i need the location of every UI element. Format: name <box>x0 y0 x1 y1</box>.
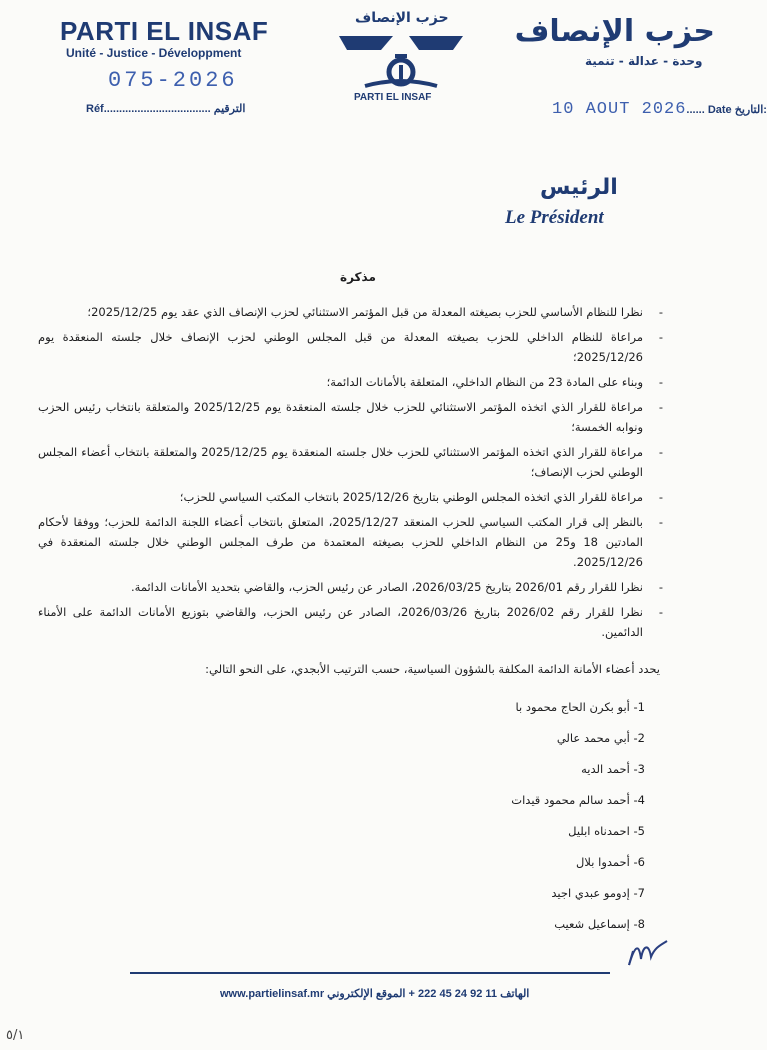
footer-divider <box>130 972 610 974</box>
logo-caption-ar: حزب الإنصاف <box>355 10 449 26</box>
ref-label-ar: الترقيم <box>213 103 246 115</box>
member-item: 2- أبي محمد عالي <box>556 731 645 745</box>
member-item: 7- إدومو عبدي اجيد <box>551 886 645 900</box>
consideration-item: - نظرا للقرار رقم 2026/02 بتاريخ 2026/03/26، الصادر عن رئيس الحزب، والقاضي بتوزيع الأمانات الدائمة على الأمناء الدائمين. <box>38 602 663 642</box>
motto-ar: وحدة - عدالة - تنمية <box>585 54 703 68</box>
reference-number-stamp: 075-2026 <box>108 68 238 93</box>
handwritten-signature <box>625 935 671 971</box>
motto-fr: Unité - Justice - Développment <box>66 46 242 60</box>
member-item: 4- أحمد سالم محمود قيدات <box>511 793 645 807</box>
footer-contact: الهاتف 11 92 24 45 222 + الموقع الإلكتروني www.partielinsaf.mr <box>220 988 530 1000</box>
consideration-item: - مراعاة للقرار الذي اتخذه المؤتمر الاستثنائي للحزب خلال جلسته المنعقدة يوم 2025/12/25 والمتعلقة بانتخاب رئيس الحزب ونوابه الخمسة؛ <box>38 397 663 437</box>
ref-dots: ................................... <box>103 103 211 115</box>
page-number: ٥/١ <box>6 1028 25 1043</box>
ref-label: Réf <box>86 103 104 115</box>
president-title-fr: Le Président <box>505 207 604 228</box>
date-dots: ...... <box>686 104 705 116</box>
member-item: 5- احمدناه ابليل <box>568 824 645 838</box>
scales-logo-icon <box>335 28 467 92</box>
considerations-list <box>38 302 663 647</box>
party-name-ar: حزب الإنصاف <box>514 14 715 49</box>
logo-caption-fr: PARTI EL INSAF <box>354 92 432 103</box>
reference-line <box>86 102 245 115</box>
consideration-item: - بالنظر إلى قرار المكتب السياسي للحزب المنعقد 2025/12/27، المتعلق بانتخاب أعضاء اللجنة الدائمة للحزب؛ ووفقا لأحكام المادتين 18 و25 من النظام الداخلي للحزب بصيغته المعتمدة من طرف المجلس الوطني خلال جلسته المنعقدة في 2025/12/26. <box>38 512 663 572</box>
consideration-item: - مراعاة للقرار الذي اتخذه المؤتمر الاستثنائي للحزب خلال جلسته المنعقدة يوم 2025/12/25 والمتعلقة بانتخاب أعضاء المجلس الوطني لحزب الإنصاف؛ <box>38 442 663 482</box>
consideration-item: - وبناء على المادة 23 من النظام الداخلي، المتعلقة بالأمانات الدائمة؛ <box>38 372 663 392</box>
consideration-item: - مراعاة للقرار الذي اتخذه المجلس الوطني بتاريخ 2025/12/26 بانتخاب المكتب السياسي للحزب؛ <box>38 487 663 507</box>
consideration-item: - نظرا للقرار رقم 2026/01 بتاريخ 2026/03/25، الصادر عن رئيس الحزب، والقاضي بتحديد الأمانات الدائمة. <box>38 577 663 597</box>
date-line <box>552 100 767 119</box>
member-item: 6- أحمدوا بلال <box>576 855 645 869</box>
memo-title: مذكرة <box>340 270 376 284</box>
date-label-ar: التاريخ: <box>734 104 767 116</box>
members-intro: يحدد أعضاء الأمانة الدائمة المكلفة بالشؤون السياسية، حسب الترتيب الأبجدي، على النحو التالي: <box>205 662 660 676</box>
members-list <box>380 692 645 940</box>
member-item: 3- أحمد الديه <box>581 762 645 776</box>
party-name-fr: PARTI EL INSAF <box>60 16 269 46</box>
consideration-item: - نظرا للنظام الأساسي للحزب بصيغته المعدلة من قبل المؤتمر الاستثنائي لحزب الإنصاف الذي عقد يوم 2025/12/25؛ <box>38 302 663 322</box>
president-title-ar: الرئيس <box>540 175 618 200</box>
consideration-item: - مراعاة للنظام الداخلي للحزب بصيغته المعدلة من قبل المجلس الوطني لحزب الإنصاف خلال جلسته المنعقدة يوم 2025/12/26؛ <box>38 327 663 367</box>
date-stamp: 10 AOUT 2026 <box>552 100 687 119</box>
date-label: Date <box>707 104 732 116</box>
member-item: 1- أبو بكرن الحاج محمود با <box>515 700 645 714</box>
member-item: 8- إسماعيل شعيب <box>554 917 645 931</box>
